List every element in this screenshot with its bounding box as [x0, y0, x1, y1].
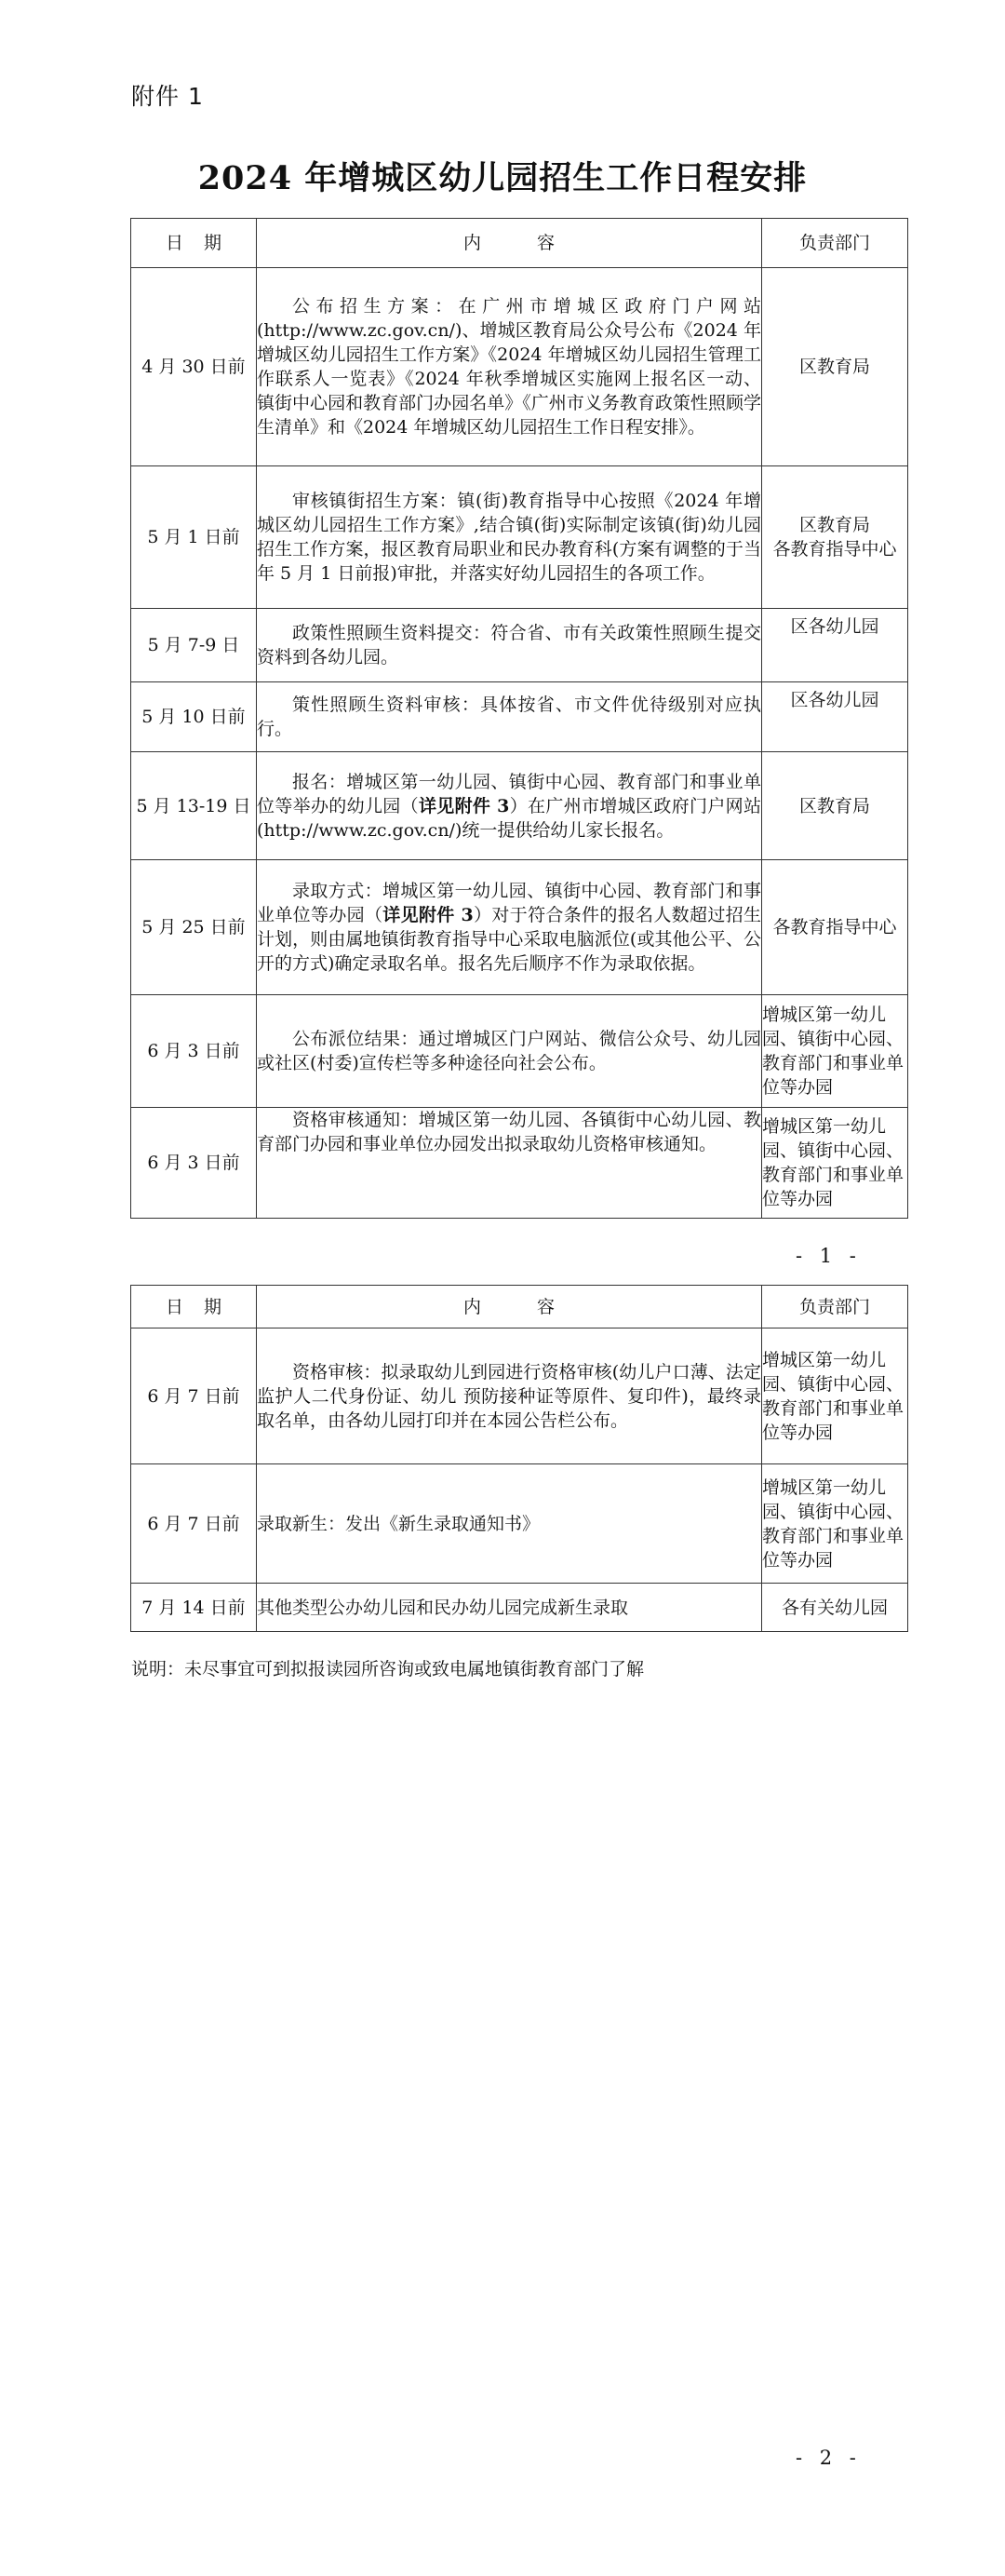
table-row — [131, 860, 908, 995]
table-row — [131, 682, 908, 752]
table-row — [131, 466, 908, 609]
content-text: 录取方式：增城区第一幼儿园、镇街中心园、教育部门和事业单位等办园（ — [257, 881, 761, 925]
table-header-row — [131, 1286, 908, 1328]
table-row — [131, 609, 908, 682]
row-dept: 区教育局 各教育指导中心 — [762, 466, 908, 609]
header-date: 日期 — [131, 1286, 257, 1328]
row-dept: 增城区第一幼儿园、镇街中心园、教育部门和事业单位等办园 — [762, 1108, 908, 1219]
schedule-table-page1 — [130, 218, 908, 1219]
row-content: 其他类型公办幼儿园和民办幼儿园完成新生录取 — [257, 1584, 762, 1632]
content-text: ）对于符合条件的报名人数超过招生计划，则由属地镇街教育指导中心采取电脑派位(或其他公平、公开的方式)确定录取名单。报名先后顺序不作为录取依据。 — [257, 905, 761, 974]
row-dept: 区各幼儿园 — [762, 682, 908, 752]
header-content: 内容 — [257, 219, 762, 268]
row-dept: 增城区第一幼儿园、镇街中心园、教育部门和事业单位等办园 — [762, 995, 908, 1108]
header-content: 内容 — [257, 1286, 762, 1328]
schedule-table-page2 — [130, 1285, 908, 1632]
row-content: 录取新生：发出《新生录取通知书》 — [257, 1464, 762, 1584]
row-date: 5 月 10 日前 — [131, 682, 257, 752]
content-text: ）在广州市增城区政府门户网站(http://www.zc.gov.cn/)统一提供给幼儿家长报名。 — [257, 795, 761, 841]
row-content — [257, 752, 762, 860]
row-dept: 增城区第一幼儿园、镇街中心园、教育部门和事业单位等办园 — [762, 1464, 908, 1584]
page-title: 2024 年增城区幼儿园招生工作日程安排 — [197, 159, 808, 197]
header-dept: 负责部门 — [762, 219, 908, 268]
row-content: 策性照顾生资料审核：具体按省、市文件优待级别对应执行。 — [257, 682, 762, 752]
table-row — [131, 268, 908, 466]
header-dept: 负责部门 — [762, 1286, 908, 1328]
row-content — [257, 860, 762, 995]
row-date: 5 月 7-9 日 — [131, 609, 257, 682]
table-row — [131, 1584, 908, 1632]
row-content: 公布派位结果：通过增城区门户网站、微信公众号、幼儿园或社区(村委)宣传栏等多种途径向社会公布。 — [257, 995, 762, 1108]
page-number: - 1 - — [796, 1245, 862, 1267]
row-dept: 区教育局 — [762, 268, 908, 466]
attachment-label: 附件 1 — [131, 83, 204, 110]
header-date: 日期 — [131, 219, 257, 268]
row-content: 政策性照顾生资料提交：符合省、市有关政策性照顾生提交资料到各幼儿园。 — [257, 609, 762, 682]
row-date: 4 月 30 日前 — [131, 268, 257, 466]
table-row — [131, 1108, 908, 1219]
page-number: - 2 - — [796, 2447, 862, 2469]
row-date: 6 月 7 日前 — [131, 1328, 257, 1464]
row-content: 审核镇街招生方案：镇(街)教育指导中心按照《2024 年增城区幼儿园招生工作方案》,结合镇(街)实际制定该镇(街)幼儿园招生工作方案，报区教育局职业和民办教育科(方案有调整的于当年 5 月 1 日前报)审批，并落实好幼儿园招生的各项工作。 — [257, 466, 762, 609]
table-row — [131, 752, 908, 860]
row-date: 7 月 14 日前 — [131, 1584, 257, 1632]
row-content: 资格审核：拟录取幼儿到园进行资格审核(幼儿户口薄、法定监护人二代身份证、幼儿 预防接种证等原件、复印件)，最终录取名单，由各幼儿园打印并在本园公告栏公布。 — [257, 1328, 762, 1464]
table-header-row — [131, 219, 908, 268]
row-date: 6 月 7 日前 — [131, 1464, 257, 1584]
row-dept: 各有关幼儿园 — [762, 1584, 908, 1632]
row-date: 5 月 1 日前 — [131, 466, 257, 609]
table-row — [131, 1328, 908, 1464]
table-row — [131, 995, 908, 1108]
row-content: 资格审核通知：增城区第一幼儿园、各镇街中心幼儿园、教育部门办园和事业单位办园发出拟录取幼儿资格审核通知。 — [257, 1108, 762, 1219]
attachment-ref: 详见附件 3 — [418, 795, 510, 816]
row-dept: 各教育指导中心 — [762, 860, 908, 995]
row-dept: 增城区第一幼儿园、镇街中心园、教育部门和事业单位等办园 — [762, 1328, 908, 1464]
content-text: 报名：增城区第一幼儿园、镇街中心园、教育部门和事业单位等举办的幼儿园（ — [257, 771, 761, 816]
row-dept: 区各幼儿园 — [762, 609, 908, 682]
row-date: 5 月 25 日前 — [131, 860, 257, 995]
table-row — [131, 1464, 908, 1584]
attachment-ref: 详见附件 3 — [382, 905, 474, 925]
row-content: 公布招生方案：在广州市增城区政府门户网站(http://www.zc.gov.cn/)、增城区教育局公众号公布《2024 年增城区幼儿园招生工作方案》《2024 年增城区幼儿园招生管理工作联系人一览表》《2024 年秋季增城区实施网上报名区一动、 镇街中心园和教育部门办园名单》《广州市义务教育政策性照顾学生清单》和《2024 年增城区幼儿园招生工作日程安排》。 — [257, 268, 762, 466]
row-date: 6 月 3 日前 — [131, 995, 257, 1108]
row-date: 5 月 13-19 日 — [131, 752, 257, 860]
row-date: 6 月 3 日前 — [131, 1108, 257, 1219]
row-dept: 区教育局 — [762, 752, 908, 860]
footnote: 说明：未尽事宜可到拟报读园所咨询或致电属地镇街教育部门了解 — [131, 1659, 645, 1679]
